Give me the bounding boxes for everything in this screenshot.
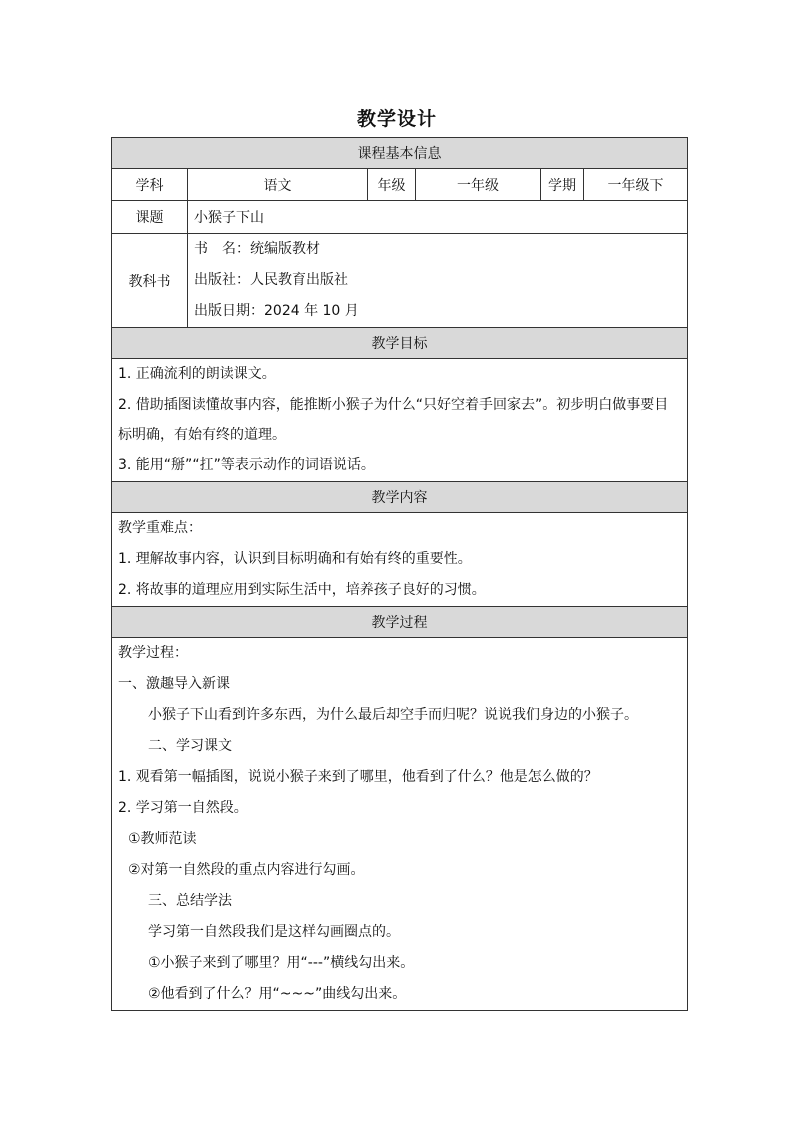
lesson-plan-table bbox=[111, 137, 688, 1011]
content-line: 1. 理解故事内容，认识到目标明确和有始有终的重要性。 bbox=[118, 551, 472, 567]
content-header: 教学内容 bbox=[112, 482, 688, 513]
content-row bbox=[112, 513, 688, 607]
textbook-info bbox=[188, 234, 688, 328]
content-body bbox=[112, 513, 688, 607]
topic-label: 课题 bbox=[112, 201, 188, 234]
content-header-row bbox=[112, 482, 688, 513]
goal-item: 2. 借助插图读懂故事内容，能推断小猴子为什么“只好空着手回家去”。初步明白做事要目标明确，有始有终的道理。 bbox=[118, 397, 669, 443]
process-line: 教学过程： bbox=[118, 645, 188, 661]
topic-row bbox=[112, 201, 688, 234]
basic-info-header: 课程基本信息 bbox=[112, 138, 688, 169]
process-body bbox=[112, 638, 688, 1011]
process-line: 小猴子下山看到许多东西，为什么最后却空手而归呢？说说我们身边的小猴子。 bbox=[148, 707, 638, 723]
textbook-date: 出版日期：2024 年 10 月 bbox=[194, 303, 359, 319]
subject-row bbox=[112, 169, 688, 201]
term-label: 学期 bbox=[541, 169, 584, 201]
process-line: 2. 学习第一自然段。 bbox=[118, 800, 248, 816]
textbook-name: 书 名：统编版教材 bbox=[194, 241, 320, 257]
subject-value: 语文 bbox=[188, 169, 368, 201]
textbook-publisher: 出版社：人民教育出版社 bbox=[194, 272, 348, 288]
process-row bbox=[112, 638, 688, 1011]
process-header: 教学过程 bbox=[112, 607, 688, 638]
textbook-label: 教科书 bbox=[112, 234, 188, 328]
process-line: 1. 观看第一幅插图，说说小猴子来到了哪里，他看到了什么？他是怎么做的？ bbox=[118, 769, 598, 785]
goals-header-row bbox=[112, 328, 688, 359]
content-line: 2. 将故事的道理应用到实际生活中，培养孩子良好的习惯。 bbox=[118, 582, 486, 598]
content-line: 教学重难点： bbox=[118, 520, 202, 536]
page-title: 教学设计 bbox=[356, 108, 437, 130]
process-line: 三、总结学法 bbox=[148, 893, 232, 909]
topic-value: 小猴子下山 bbox=[188, 201, 688, 234]
process-line: ①小猴子来到了哪里？用“---”横线勾出来。 bbox=[148, 955, 415, 971]
grade-value: 一年级 bbox=[416, 169, 541, 201]
goals-header: 教学目标 bbox=[112, 328, 688, 359]
goals-body bbox=[112, 359, 688, 482]
process-line: ②对第一自然段的重点内容进行勾画。 bbox=[128, 862, 365, 878]
grade-label: 年级 bbox=[368, 169, 416, 201]
subject-label: 学科 bbox=[112, 169, 188, 201]
process-line: 一、激趣导入新课 bbox=[118, 676, 230, 692]
process-line: 二、学习课文 bbox=[148, 738, 232, 754]
process-line: ①教师范读 bbox=[128, 831, 197, 847]
process-line: ②他看到了什么？用“~~~”曲线勾出来。 bbox=[148, 986, 407, 1002]
process-header-row bbox=[112, 607, 688, 638]
basic-info-header-row bbox=[112, 138, 688, 169]
goal-item: 1. 正确流利的朗读课文。 bbox=[118, 366, 276, 382]
term-value: 一年级下 bbox=[584, 169, 688, 201]
textbook-row bbox=[112, 234, 688, 328]
goal-item: 3. 能用“掰”“扛”等表示动作的词语说话。 bbox=[118, 457, 375, 473]
goals-row bbox=[112, 359, 688, 482]
process-line: 学习第一自然段我们是这样勾画圈点的。 bbox=[148, 924, 400, 940]
